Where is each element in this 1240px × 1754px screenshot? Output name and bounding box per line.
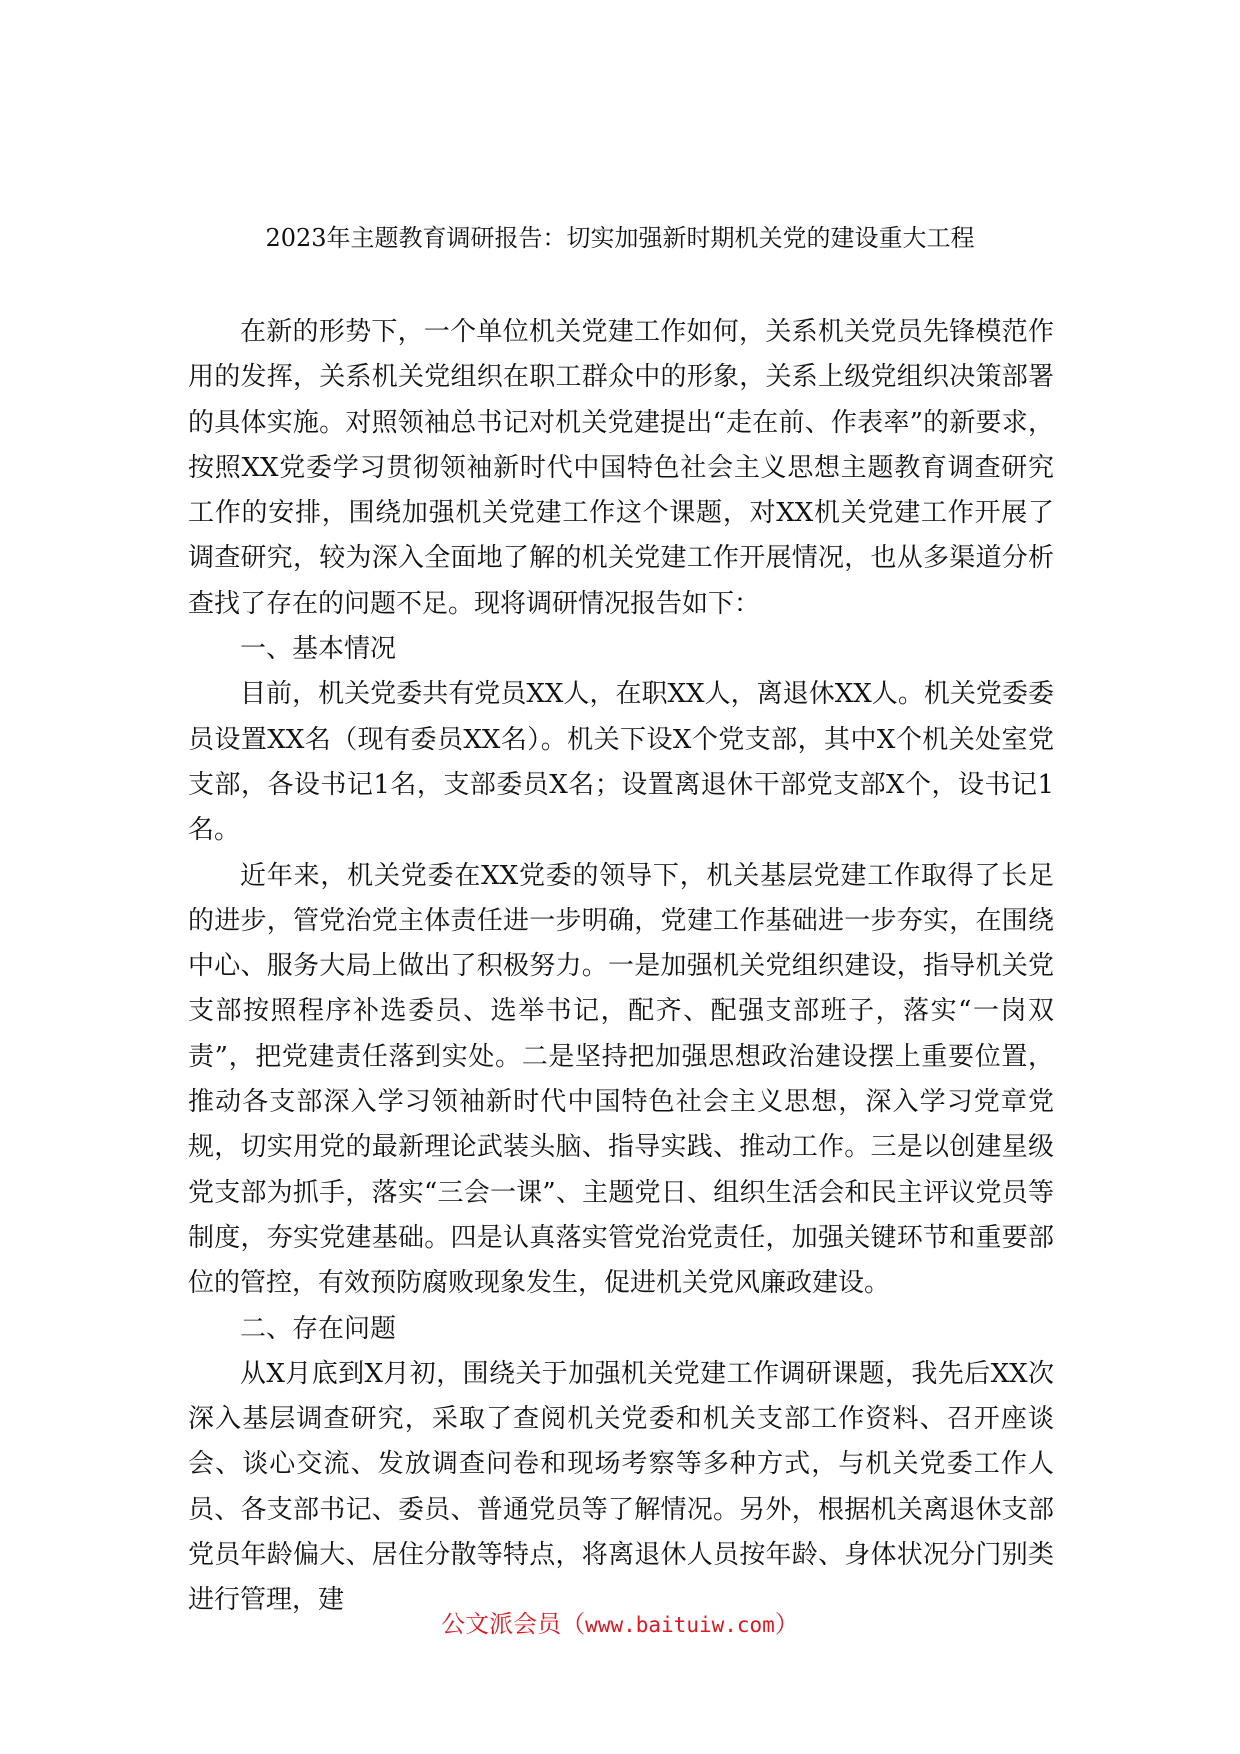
section-heading-basic: 一、基本情况 bbox=[240, 634, 397, 665]
paragraph-progress: 近年来，机关党委在XX党委的领导下，机关基层党建工作取得了长足的进步，管党治党主体责任进一步明确，党建工作基础进一步夯实，在围绕中心、服务大局上做出了积极努力。一是加强机关党组织建设，指导机关党支部按照程序补选委员、选举书记，配齐、配强支部班子，落实“一岗双责”，把党建责任落到实处。二是坚持把加强思想政治建设摆上重要位置，推动各支部深入学习领袖新时代中国特色社会主义思想，深入学习党章党规，切实用党的最新理论武装头脑、指导实践、推动工作。三是以创建星级党支部为抓手，落实“三会一课”、主题党日、组织生活会和民主评议党员等制度，夯实党建基础。四是认真落实管党治党责任，加强关键环节和重要部位的管控，有效预防腐败现象发生，促进机关党风廉政建设。 bbox=[188, 860, 1054, 1299]
document-title: 2023年主题教育调研报告：切实加强新时期机关党的建设重大工程 bbox=[265, 224, 975, 252]
paragraph-intro: 在新的形势下，一个单位机关党建工作如何，关系机关党员先锋模范作用的发挥，关系机关党组织在职工群众中的形象，关系上级党组织决策部署的具体实施。对照领袖总书记对机关党建提出“走在前、作表率”的新要求，按照XX党委学习贯彻领袖新时代中国特色社会主义思想主题教育调查研究工作的安排，围绕加强机关党建工作这个课题，对XX机关党建工作开展了调查研究，较为深入全面地了解的机关党建工作开展情况，也从多渠道分析查找了存在的问题不足。现将调研情况报告如下： bbox=[188, 317, 1054, 619]
footer-watermark bbox=[0, 1608, 1240, 1641]
paragraph-basic: 目前，机关党委共有党员XX人，在职XX人，离退休XX人。机关党委委员设置XX名（现有委员XX名）。机关下设X个党支部，其中X个机关处室党支部，各设书记1名，支部委员X名；设置离退休干部党支部X个，设书记1名。 bbox=[188, 679, 1054, 846]
document-body bbox=[188, 310, 1054, 1624]
footer-link[interactable]: www.baituiw.com bbox=[585, 1613, 775, 1637]
section-heading-problems: 二、存在问题 bbox=[240, 1313, 397, 1344]
footer-close: ） bbox=[774, 1610, 799, 1638]
paragraph-problems: 从X月底到X月初，围绕关于加强机关党建工作调研课题，我先后XX次深入基层调查研究，采取了查阅机关党委和机关支部工作资料、召开座谈会、谈心交流、发放调查问卷和现场考察等多种方式，与机关党委工作人员、各支部书记、委员、普通党员等了解情况。另外，根据机关离退休支部党员年龄偏大、居住分散等特点，将离退休人员按年龄、身体状况分门别类进行管理，建 bbox=[188, 1358, 1054, 1616]
footer-label: 公文派会员（ bbox=[441, 1610, 586, 1638]
